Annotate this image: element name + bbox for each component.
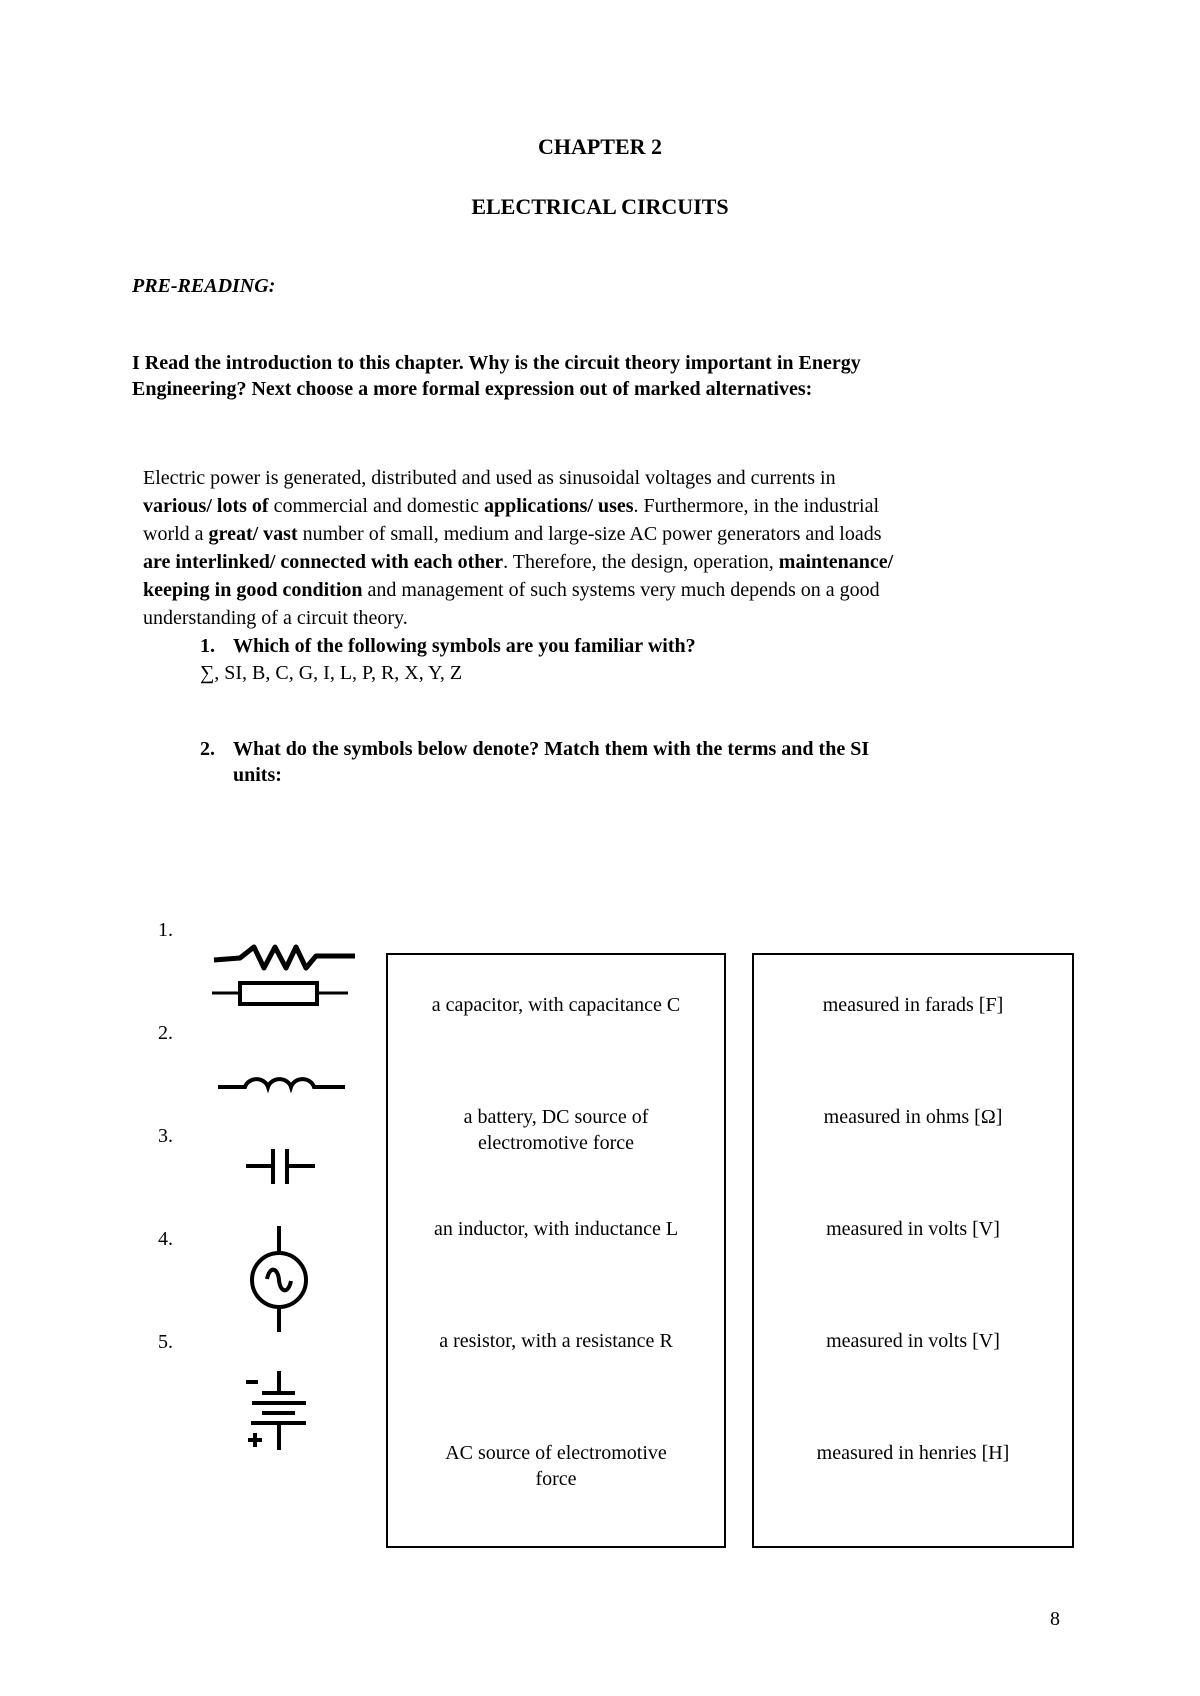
bold-alternative: applications/ uses bbox=[484, 495, 634, 517]
term-cell bbox=[388, 992, 724, 1018]
symbol-number: 3. bbox=[158, 1125, 173, 1147]
unit-cell bbox=[754, 1440, 1072, 1466]
term-text: electromotive force bbox=[477, 1132, 635, 1154]
chapter-heading: CHAPTER 2 bbox=[537, 134, 663, 159]
text-segment: number of small, medium and large-size AC power generators and loads bbox=[297, 523, 882, 545]
unit-cell bbox=[754, 1216, 1072, 1242]
unit-text: measured in volts [V] bbox=[826, 1218, 1000, 1240]
unit-text: measured in farads [F] bbox=[822, 994, 1004, 1016]
symbol-number: 5. bbox=[158, 1331, 173, 1353]
question-1-number: 1. bbox=[200, 635, 215, 657]
term-text: AC source of electromotive bbox=[445, 1442, 667, 1464]
symbol-number: 4. bbox=[158, 1228, 173, 1250]
question-2-text: units: bbox=[233, 764, 282, 786]
paragraph-line bbox=[143, 579, 880, 602]
unit-text: measured in henries [H] bbox=[816, 1442, 1010, 1464]
unit-cell bbox=[754, 1104, 1072, 1130]
task-line: I Read the introduction to this chapter. Why is the circuit theory important in Energy bbox=[132, 352, 861, 374]
paragraph-line bbox=[143, 551, 893, 574]
paragraph-line bbox=[143, 495, 879, 518]
task-line: Engineering? Next choose a more formal expression out of marked alternatives: bbox=[132, 378, 813, 400]
unit-cell bbox=[754, 992, 1072, 1018]
symbol-number: 2. bbox=[158, 1022, 173, 1044]
bold-alternative: maintenance/ bbox=[778, 551, 894, 573]
term-text: force bbox=[535, 1468, 577, 1490]
text-segment: Electric power is generated, distributed and used as sinusoidal voltages and currents in bbox=[143, 467, 836, 489]
question-2-number: 2. bbox=[200, 738, 215, 760]
term-text: a battery, DC source of bbox=[463, 1106, 649, 1128]
term-cell bbox=[388, 1440, 724, 1492]
unit-text: measured in volts [V] bbox=[826, 1330, 1000, 1352]
bold-alternative: keeping in good condition bbox=[143, 579, 363, 601]
unit-text: measured in ohms [Ω] bbox=[823, 1106, 1003, 1128]
text-segment: and management of such systems very much depends on a good bbox=[362, 579, 880, 601]
page-number: 8 bbox=[1050, 1608, 1060, 1630]
bold-alternative: are interlinked/ connected with each other bbox=[143, 551, 504, 573]
paragraph-line bbox=[143, 523, 882, 546]
bold-alternative: great/ vast bbox=[208, 523, 298, 545]
pre-reading-label: PRE-READING: bbox=[132, 275, 276, 297]
text-segment: commercial and domestic bbox=[268, 495, 485, 517]
terms-box bbox=[386, 953, 726, 1548]
chapter-title: ELECTRICAL CIRCUITS bbox=[471, 194, 729, 219]
paragraph-line bbox=[143, 467, 836, 490]
text-segment: . Furthermore, in the industrial bbox=[633, 495, 880, 517]
term-cell bbox=[388, 1328, 724, 1354]
text-segment: . Therefore, the design, operation, bbox=[503, 551, 779, 573]
text-segment: world a bbox=[143, 523, 209, 545]
term-text: a resistor, with a resistance R bbox=[439, 1330, 673, 1352]
question-1-symbols: ∑, SI, B, C, G, I, L, P, R, X, Y, Z bbox=[200, 662, 463, 684]
bold-alternative: various/ lots of bbox=[143, 495, 269, 517]
term-text: an inductor, with inductance L bbox=[433, 1218, 679, 1240]
paragraph-line bbox=[143, 607, 408, 630]
question-1-text: Which of the following symbols are you familiar with? bbox=[233, 635, 696, 657]
term-text: a capacitor, with capacitance C bbox=[431, 994, 681, 1016]
term-cell bbox=[388, 1104, 724, 1156]
units-box bbox=[752, 953, 1074, 1548]
question-2-text: What do the symbols below denote? Match them with the terms and the SI bbox=[233, 738, 870, 760]
term-cell bbox=[388, 1216, 724, 1242]
unit-cell bbox=[754, 1328, 1072, 1354]
text-segment: understanding of a circuit theory. bbox=[143, 607, 408, 629]
battery-icon bbox=[0, 0, 1, 1]
symbol-number: 1. bbox=[158, 919, 173, 941]
